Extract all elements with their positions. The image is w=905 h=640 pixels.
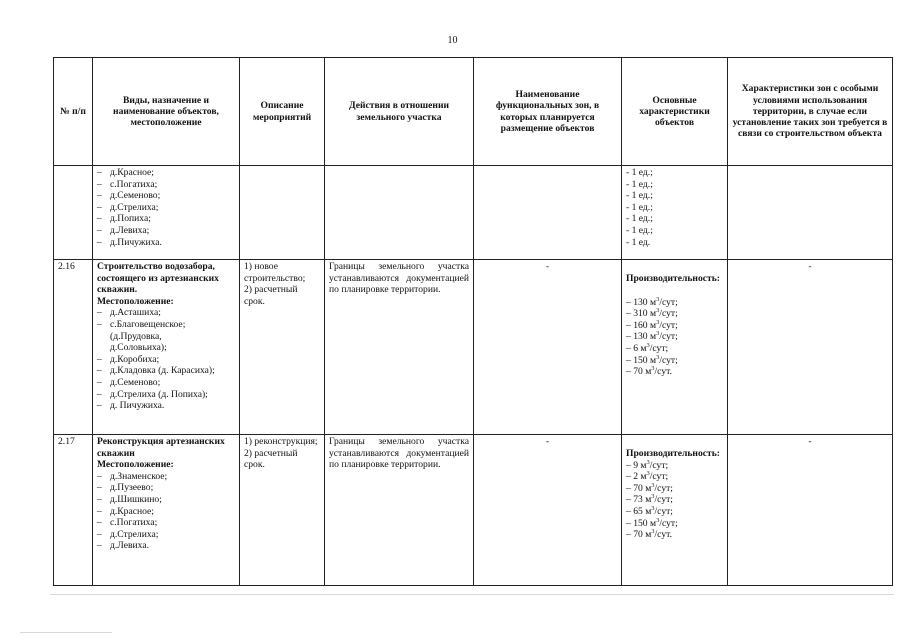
- list-item: – 6 $м^3$/сут;: [626, 341, 669, 354]
- cell-num: [54, 166, 93, 260]
- list-item: – 9 $м^3$/сут;: [626, 458, 669, 471]
- list-item: - 1 ед.;: [626, 213, 653, 225]
- object-title: Строительство водозабора, состоящего из артезианских скважин.: [97, 261, 219, 296]
- cell-actions: [325, 166, 474, 260]
- list-item: – 70 $м^3$/сут.: [626, 527, 672, 541]
- list-item: – 70 $м^3$/сут.: [626, 364, 672, 378]
- list-item: - 1 ед.;: [626, 201, 653, 213]
- cell-locations: [93, 166, 240, 260]
- header-special-zones: Характеристики зон с особыми условиями использования территории, в случае если установление таких зон требуется в связи со строительством объекта: [728, 58, 893, 166]
- list-item: - 1 ед.;: [626, 178, 653, 190]
- list-item: – д.Стрелиха;: [97, 202, 235, 214]
- table-row-2-16: [54, 260, 893, 435]
- list-item: - 1 ед.;: [626, 167, 653, 178]
- cell-special-zones: -: [728, 435, 893, 586]
- cell-locations: [93, 435, 240, 586]
- list-item: – д.Семеново;: [97, 190, 235, 202]
- header-actions: Действия в отношении земельного участка: [325, 58, 474, 166]
- cell-zones: [474, 166, 622, 260]
- list-item: – д.Пузеево;: [97, 482, 235, 494]
- list-item: – д.Левиха.: [97, 540, 235, 552]
- list-item: – 130 $м^3$/сут;: [626, 295, 678, 308]
- table-row-2-17: [54, 435, 893, 586]
- cell-locations: [93, 260, 240, 435]
- list-item: – д.Семеново;: [97, 377, 235, 389]
- cell-characteristics: [622, 435, 728, 586]
- list-item: – д. Пичужиха.: [97, 400, 235, 412]
- cell-special-zones: [728, 166, 893, 260]
- list-item: - 1 ед.: [626, 236, 651, 248]
- productivity-list: [626, 297, 723, 378]
- list-item: – д.Шишкино;: [97, 494, 235, 506]
- list-item: – д.Коробиха;: [97, 354, 235, 366]
- list-item: д.Соловьиха);: [110, 342, 167, 354]
- list-item: – д.Левиха;: [97, 225, 235, 237]
- cell-characteristics: [622, 260, 728, 435]
- list-item: – д.Пичужиха.: [97, 237, 235, 249]
- location-label: Местоположение:: [97, 295, 174, 307]
- scan-line-artifact: [20, 632, 112, 633]
- cell-actions: Границы земельного участка устанавливаются документацией по планировке территории.: [325, 435, 474, 586]
- page-number: 10: [447, 35, 458, 46]
- location-list: [97, 307, 235, 411]
- description-item: 2) расчетный срок.: [244, 284, 298, 307]
- scan-line-divider: [50, 594, 894, 595]
- header-zones: Наименование функциональных зон, в которых планируется размещение объектов: [474, 58, 622, 166]
- table-row-continuation: [54, 166, 893, 260]
- list-item: – 65 $м^3$/сут;: [626, 504, 673, 517]
- list-item: - 1 ед.;: [626, 190, 653, 202]
- cell-characteristics: [622, 166, 728, 260]
- list-item: – 310 $м^3$/сут;: [626, 307, 678, 320]
- description-item: 1) новое строительство;: [244, 261, 306, 284]
- list-item: – 2 $м^3$/сут;: [626, 470, 669, 483]
- cell-special-zones: -: [728, 260, 893, 435]
- list-item: – д.Стрелиха (д. Попиха);: [97, 389, 235, 401]
- location-label: Местоположение:: [97, 459, 174, 471]
- list-item: – д.Асташиха;: [97, 307, 235, 319]
- location-list: [97, 471, 235, 552]
- header-row: [54, 58, 893, 166]
- list-item: – д.Красное;: [97, 506, 235, 518]
- list-item: – 73 $м^3$/сут;: [626, 493, 673, 506]
- list-item: – 130 $м^3$/сут;: [626, 330, 678, 343]
- cell-zones: -: [474, 260, 622, 435]
- cell-actions: Границы земельного участка устанавливаются документацией по планировке территории.: [325, 260, 474, 435]
- header-types: Виды, назначение и наименование объектов, местоположение: [93, 58, 240, 166]
- cell-num: 2.16: [54, 260, 93, 435]
- list-item: – д.Знаменское;: [97, 471, 235, 483]
- list-item: – с.Благовещенское;: [97, 319, 235, 331]
- characteristics-list: [626, 167, 723, 248]
- list-item: – 70 $м^3$/сут;: [626, 481, 673, 494]
- header-num: № п/п: [54, 58, 93, 166]
- cell-num: 2.17: [54, 435, 93, 586]
- list-item: - 1 ед.;: [626, 224, 653, 236]
- description-item: 1) реконструкция;: [244, 436, 318, 447]
- cell-zones: -: [474, 435, 622, 586]
- list-item: (д.Прудовка,: [110, 330, 162, 342]
- productivity-list: [626, 460, 723, 541]
- objects-table: [53, 57, 893, 586]
- cell-description: [240, 166, 325, 260]
- header-description: Описание мероприятий: [240, 58, 325, 166]
- cell-description: [240, 435, 325, 586]
- productivity-label: Производительность:: [626, 273, 720, 284]
- productivity-label: Производительность:: [626, 448, 720, 459]
- list-item: – д.Стрелиха;: [97, 529, 235, 541]
- header-characteristics: Основные характеристики объектов: [622, 58, 728, 166]
- list-item: – 150 $м^3$/сут;: [626, 516, 678, 529]
- list-item: – д.Красное;: [97, 167, 235, 179]
- description-item: 2) расчетный срок.: [244, 447, 298, 471]
- location-list: [97, 167, 235, 248]
- list-item: – д.Кладовка (д. Карасиха);: [97, 365, 235, 377]
- cell-description: [240, 260, 325, 435]
- list-item: – д.Попиха;: [97, 213, 235, 225]
- list-item: – с.Погатиха;: [97, 179, 235, 191]
- list-item: – 160 $м^3$/сут;: [626, 318, 678, 331]
- list-item: – с.Погатиха;: [97, 517, 235, 529]
- object-title: Реконструкция артезианских скважин: [97, 436, 225, 459]
- list-item: – 150 $м^3$/сут;: [626, 353, 678, 366]
